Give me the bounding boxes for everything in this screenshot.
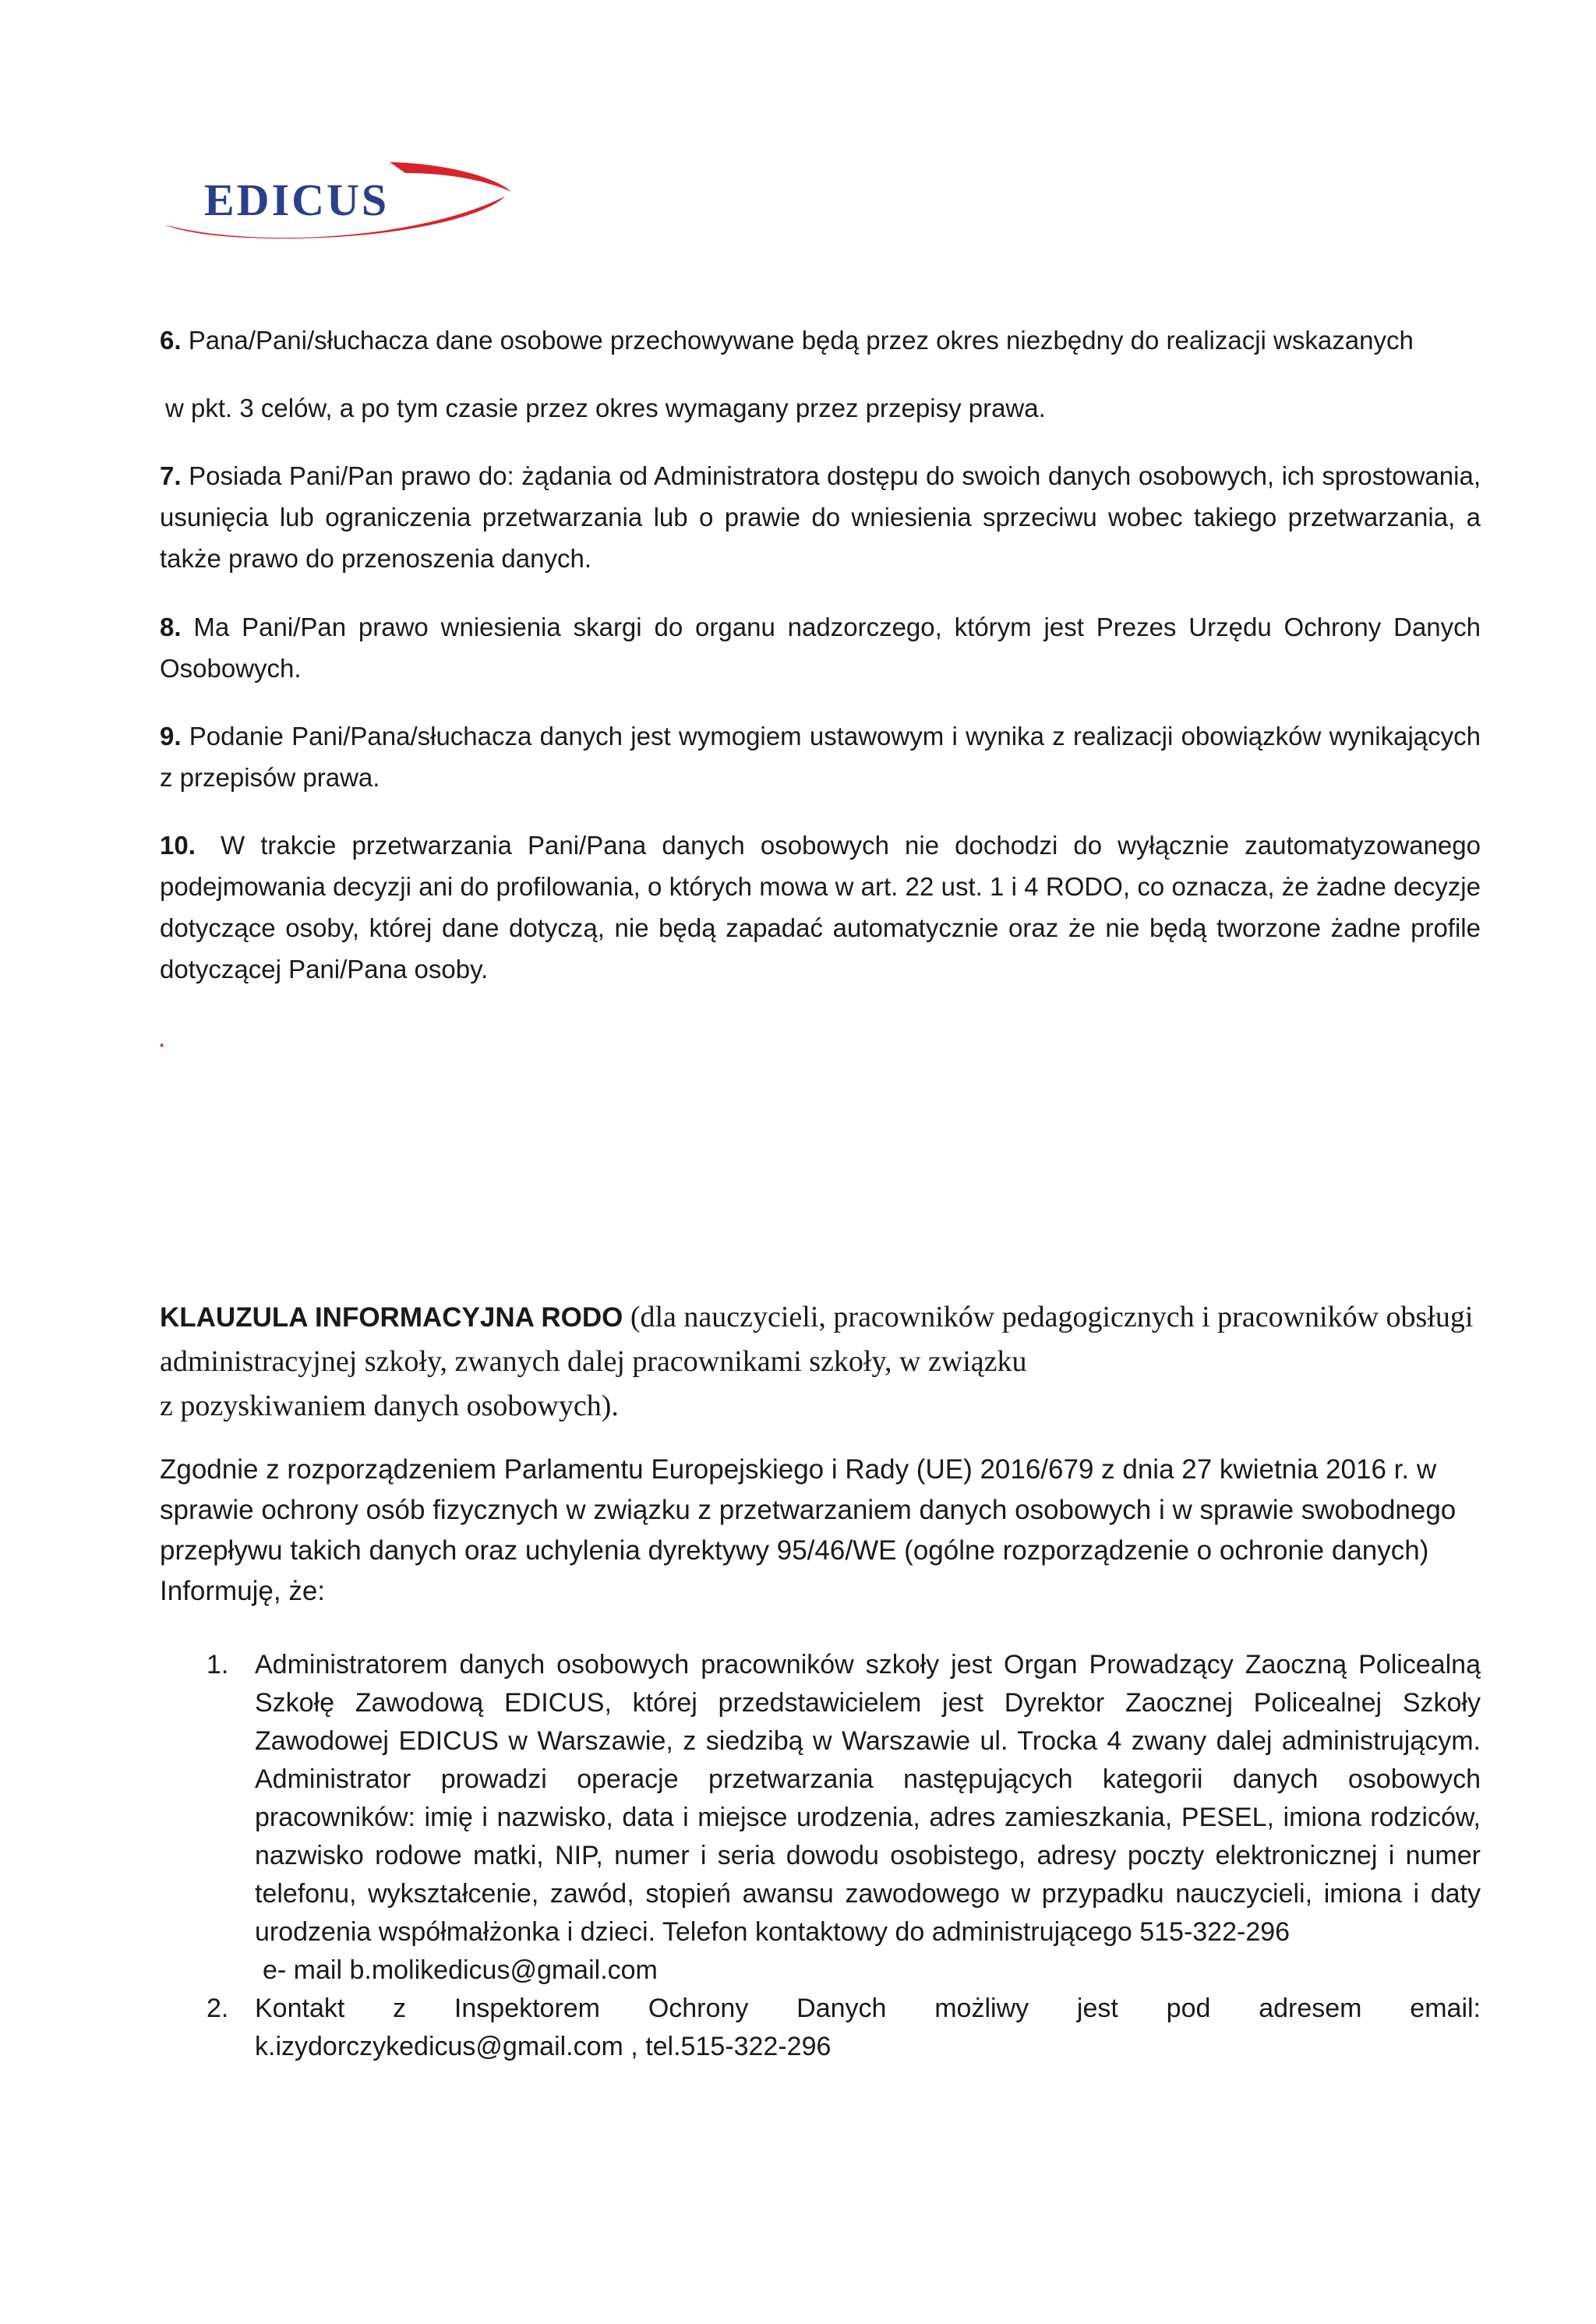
clause-item-2-marker: 2. bbox=[207, 1994, 229, 2023]
section-7-number: 7. bbox=[160, 461, 182, 490]
edicus-logo bbox=[156, 156, 522, 249]
section-8-number: 8. bbox=[160, 613, 182, 641]
clause-title: KLAUZULA INFORMACYJNA RODO bbox=[160, 1302, 623, 1333]
section-10 bbox=[160, 825, 1481, 990]
section-6-number: 6. bbox=[160, 326, 182, 355]
section-8-text: Ma Pani/Pan prawo wniesienia skargi do organu nadzorczego, którym jest Prezes Urzędu Ochrony Danych Osobowych. bbox=[160, 613, 1481, 683]
section-6-text-2: w pkt. 3 celów, a po tym czasie przez okres wymagany przez przepisy prawa. bbox=[165, 394, 1046, 422]
section-10-text: W trakcie przetwarzania Pani/Pana danych osobowych nie dochodzi do wyłącznie zautomatyzowanego podejmowania decyzji ani do profilowania, o których mowa w art. 22 ust. 1 i 4 RODO, co oznacza, że żadne decyzje dotyczące osoby, której dane dotyczą, nie będą zapadać automatycznie oraz że nie będą tworzone żadne profile dotyczącej Pani/Pana osoby. bbox=[160, 831, 1481, 984]
clause-item-2 bbox=[160, 1990, 1481, 2066]
clause-subtitle-2: z pozyskiwaniem danych osobowych). bbox=[160, 1390, 619, 1422]
clause-item-1 bbox=[160, 1646, 1481, 1990]
clause-intro: Zgodnie z rozporządzeniem Parlamentu Europejskiego i Rady (UE) 2016/679 z dnia 27 kwietnia 2016 r. w sprawie ochrony osób fizycznych w związku z przetwarzaniem danych osobowych i w sprawie swobodnego przepływu takich danych oraz uchylenia dyrektywy 95/46/WE (ogólne rozporządzenie o ochronie danych) Informuję, że: bbox=[160, 1454, 1457, 1606]
edicus-logo-graphic bbox=[156, 156, 522, 249]
section-6-line-1 bbox=[160, 320, 1481, 361]
clause-heading bbox=[160, 1295, 1500, 1429]
administrator-email: e- mail b.molikedicus@gmail.com bbox=[263, 1955, 658, 1985]
section-8 bbox=[160, 606, 1481, 689]
section-6-line-2 bbox=[165, 387, 1486, 429]
clause-item-2-text: Kontakt z Inspektorem Ochrony Danych możliwy jest pod adresem email: k.izydorczykedicus@gmail.com , tel.515-322-296 bbox=[255, 1994, 1481, 2061]
clause-item-1-text: Administratorem danych osobowych pracowników szkoły jest Organ Prowadzący Zaoczną Policealną Szkołę Zawodową EDICUS, której przedstawicielem jest Dyrektor Zaocznej Policealnej Szkoły Zawodowej EDICUS w Warszawie, z siedzibą w Warszawie ul. Trocka 4 zwany dalej administrującym. Administrator prowadzi operacje przetwarzania następujących kategorii danych osobowych pracowników: imię i nazwisko, data i miejsce urodzenia, adres zamieszkania, PESEL, imiona rodziców, nazwisko rodowe matki, NIP, numer i seria dowodu osobistego, adresy poczty elektronicznej i numer telefonu, wykształcenie, zawód, stopień awansu zawodowego w przypadku nauczycieli, imiona i daty urodzenia współmałżonka i dzieci. Telefon kontaktowy do administrującego 515-322-296 bbox=[255, 1650, 1481, 1947]
section-7-text: Posiada Pani/Pan prawo do: żądania od Administratora dostępu do swoich danych osobowych, ich sprostowania, usunięcia lub ograniczenia przetwarzania lub o prawie do wniesienia sprzeciwu wobec takiego przetwarzania, a także prawo do przenoszenia danych. bbox=[160, 461, 1481, 573]
section-7 bbox=[160, 455, 1481, 579]
logo-text: EDICUS bbox=[204, 175, 390, 225]
clause-item-1-marker: 1. bbox=[207, 1650, 229, 1679]
section-6-text-1: Pana/Pani/słuchacza dane osobowe przechowywane będą przez okres niezbędny do realizacji wskazanych bbox=[188, 326, 1414, 355]
clause-subtitle-1: (dla nauczycieli, pracowników pedagogicznych i pracowników obsługi administracyjnej szkoły, zwanych dalej pracownikami szkoły, w związku bbox=[160, 1301, 1474, 1378]
section-9 bbox=[160, 715, 1481, 798]
clause-list bbox=[160, 1646, 1481, 2066]
logo-swoosh-upper bbox=[390, 162, 511, 192]
section-9-number: 9. bbox=[160, 722, 182, 751]
section-10-number: 10. bbox=[160, 831, 196, 860]
separator-dot: . bbox=[158, 1023, 166, 1052]
section-9-text: Podanie Pani/Pana/słuchacza danych jest wymogiem ustawowym i wynika z realizacji obowiązków wynikających z przepisów prawa. bbox=[160, 722, 1481, 792]
